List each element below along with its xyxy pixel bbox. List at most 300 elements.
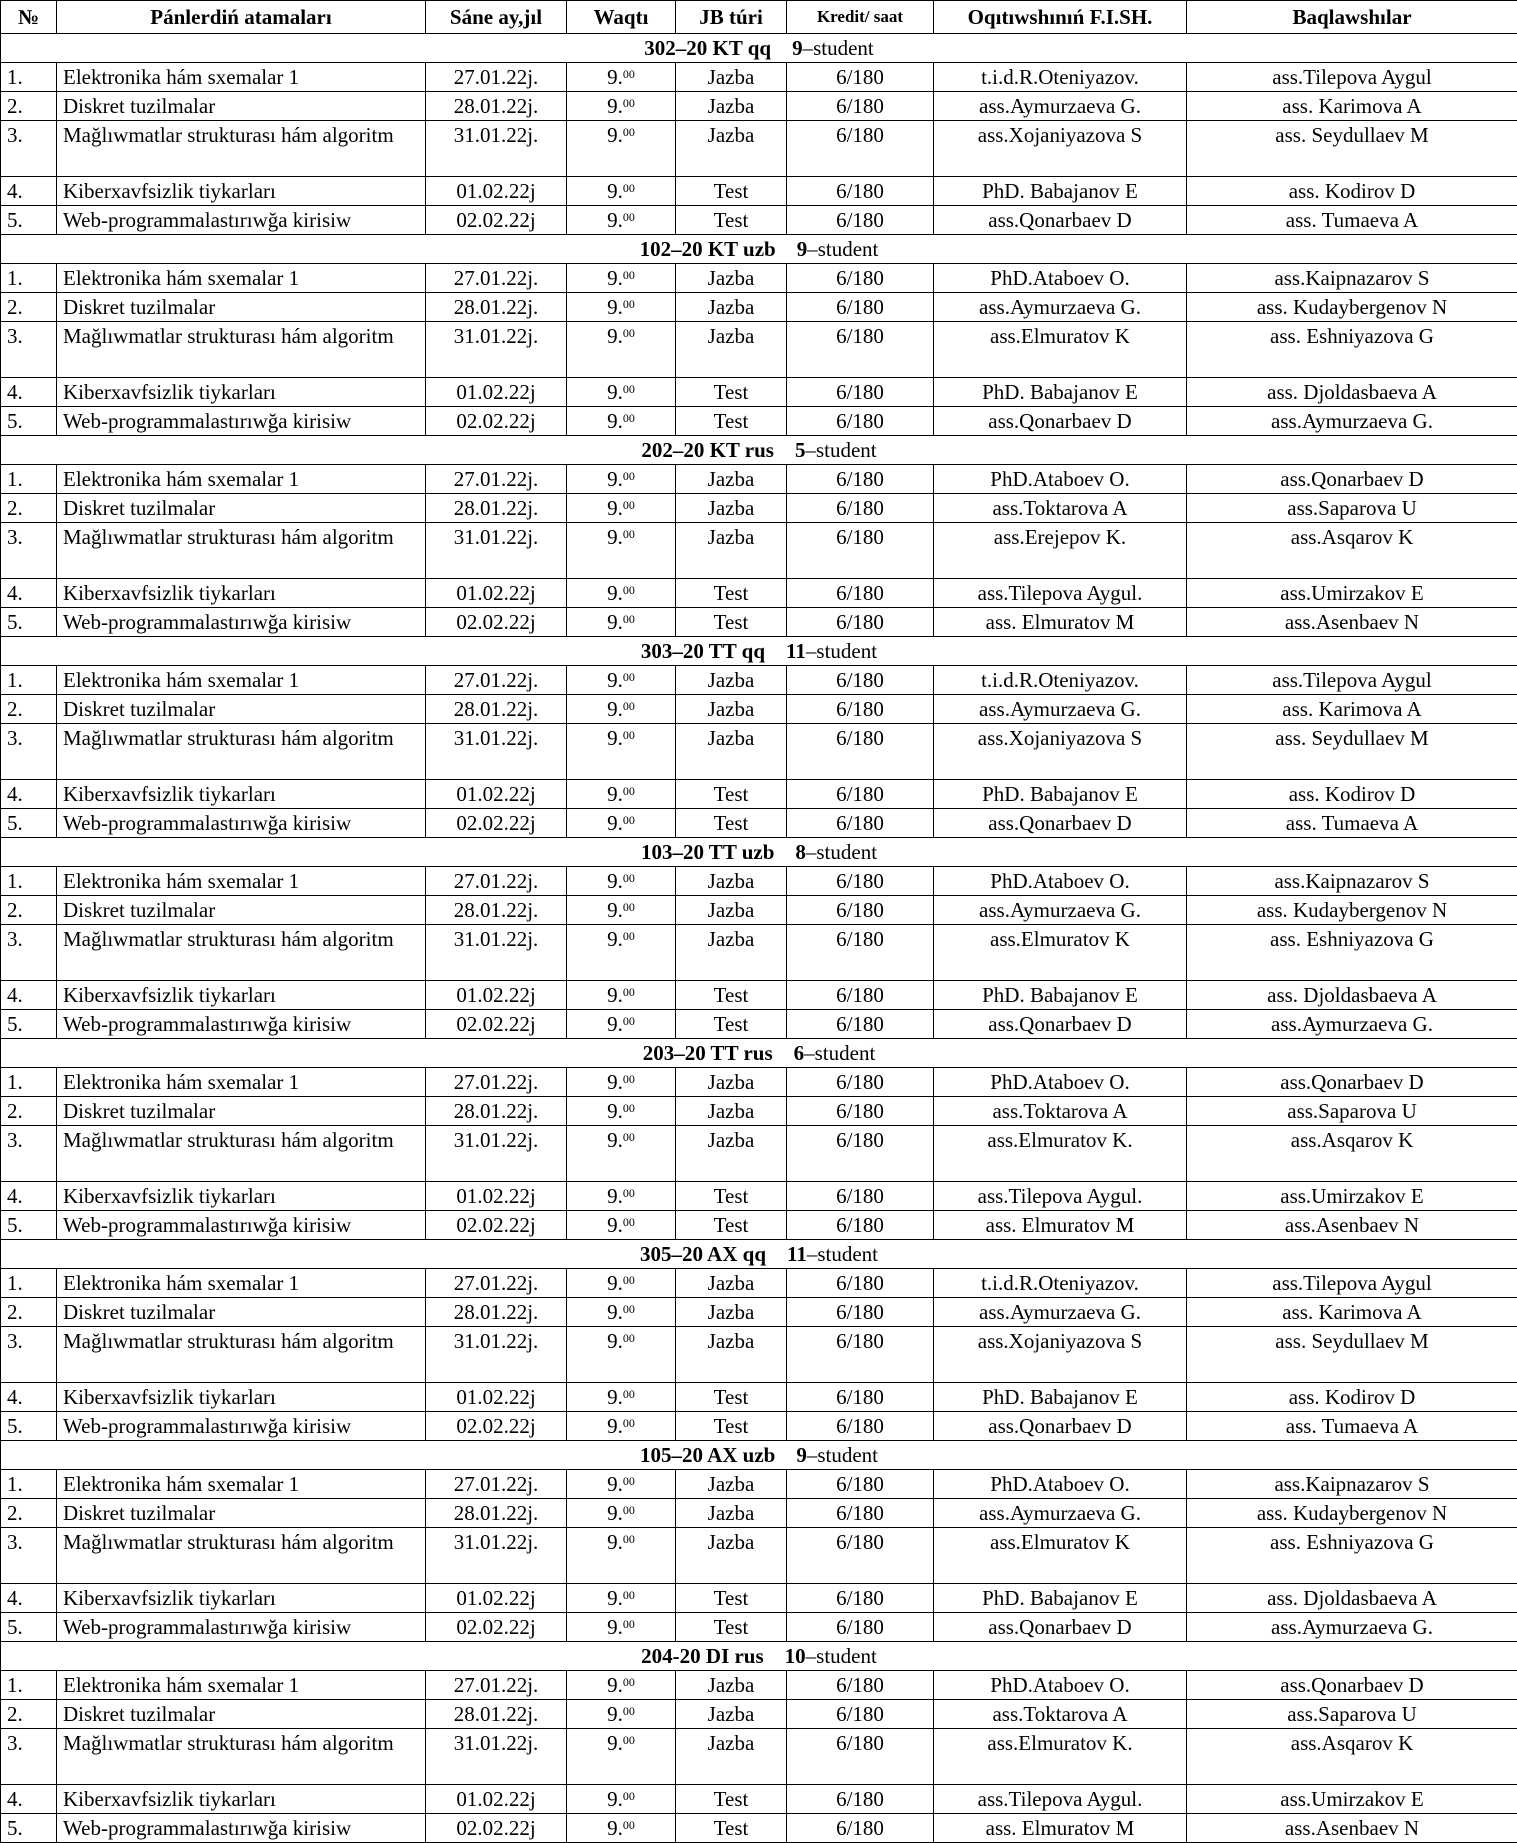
exam-time (567, 264, 676, 293)
row-number: 3. (1, 523, 57, 579)
exam-time-minutes: 00 (623, 1503, 635, 1517)
row-number: 5. (1, 1010, 57, 1039)
credit-hours: 6/180 (787, 322, 934, 378)
teacher-name: ass. Elmuratov M (934, 608, 1187, 637)
table-row (1, 896, 1517, 925)
row-number: 2. (1, 494, 57, 523)
group-student-count: 9 (797, 237, 808, 261)
credit-hours: 6/180 (787, 1327, 934, 1383)
assistant-name: ass.Asenbaev N (1187, 608, 1517, 637)
exam-time (567, 1126, 676, 1182)
exam-time-hour: 9. (607, 496, 623, 520)
exam-type: Jazba (676, 724, 787, 780)
exam-date: 02.02.22j (426, 608, 567, 637)
exam-time-hour: 9. (607, 295, 623, 319)
table-row (1, 925, 1517, 981)
teacher-name: ass.Aymurzaeva G. (934, 293, 1187, 322)
teacher-name: ass.Qonarbaev D (934, 1412, 1187, 1441)
subject-name: Elektronika hám sxemalar 1 (57, 465, 426, 494)
subject-name: Kiberxavfsizlik tiykarları (57, 780, 426, 809)
group-name: 302–20 KT qq (644, 36, 771, 60)
exam-time (567, 1700, 676, 1729)
exam-type: Test (676, 1010, 787, 1039)
exam-type: Test (676, 780, 787, 809)
subject-name: Elektronika hám sxemalar 1 (57, 264, 426, 293)
group-header-row (1, 1039, 1517, 1068)
subject-name: Mağlıwmatlar strukturası hám algoritm (57, 1126, 426, 1182)
assistant-name: ass.Aymurzaeva G. (1187, 1613, 1517, 1642)
assistant-name: ass. Eshniyazova G (1187, 1528, 1517, 1584)
group-name: 204-20 DI rus (641, 1644, 764, 1668)
table-row (1, 523, 1517, 579)
exam-date: 27.01.22j. (426, 1068, 567, 1097)
row-number: 4. (1, 1785, 57, 1814)
header-time: Waqtı (567, 1, 676, 34)
credit-hours: 6/180 (787, 1211, 934, 1240)
group-name: 202–20 KT rus (641, 438, 774, 462)
exam-time-hour: 9. (607, 1673, 623, 1697)
assistant-name: ass. Djoldasbaeva A (1187, 1584, 1517, 1613)
teacher-name: ass. Elmuratov M (934, 1814, 1187, 1843)
exam-type: Test (676, 1785, 787, 1814)
row-number: 3. (1, 1729, 57, 1785)
row-number: 1. (1, 666, 57, 695)
exam-time (567, 867, 676, 896)
exam-time-minutes: 00 (623, 1186, 635, 1200)
exam-time (567, 322, 676, 378)
group-name: 203–20 TT rus (643, 1041, 773, 1065)
exam-time-hour: 9. (607, 1184, 623, 1208)
exam-date: 02.02.22j (426, 206, 567, 235)
credit-hours: 6/180 (787, 1097, 934, 1126)
row-number: 4. (1, 579, 57, 608)
table-row (1, 1470, 1517, 1499)
exam-time-minutes: 00 (623, 1387, 635, 1401)
exam-type: Test (676, 177, 787, 206)
row-number: 5. (1, 1613, 57, 1642)
table-row (1, 724, 1517, 780)
assistant-name: ass. Seydullaev M (1187, 121, 1517, 177)
exam-time-hour: 9. (607, 1702, 623, 1726)
teacher-name: ass.Qonarbaev D (934, 1010, 1187, 1039)
row-number: 3. (1, 1126, 57, 1182)
teacher-name: ass.Tilepova Aygul. (934, 579, 1187, 608)
subject-name: Elektronika hám sxemalar 1 (57, 63, 426, 92)
exam-date: 01.02.22j (426, 579, 567, 608)
header-date: Sáne ay,jıl (426, 1, 567, 34)
exam-type: Jazba (676, 867, 787, 896)
teacher-name: ass.Aymurzaeva G. (934, 695, 1187, 724)
credit-hours: 6/180 (787, 1814, 934, 1843)
exam-date: 31.01.22j. (426, 1528, 567, 1584)
credit-hours: 6/180 (787, 780, 934, 809)
credit-hours: 6/180 (787, 1068, 934, 1097)
exam-type: Test (676, 206, 787, 235)
exam-time-hour: 9. (607, 1731, 623, 1755)
teacher-name: PhD. Babajanov E (934, 981, 1187, 1010)
table-row (1, 608, 1517, 637)
exam-time-minutes: 00 (623, 1588, 635, 1602)
exam-type: Test (676, 1182, 787, 1211)
exam-time (567, 92, 676, 121)
subject-name: Diskret tuzilmalar (57, 92, 426, 121)
exam-date: 31.01.22j. (426, 322, 567, 378)
row-number: 5. (1, 407, 57, 436)
credit-hours: 6/180 (787, 1470, 934, 1499)
exam-date: 01.02.22j (426, 1584, 567, 1613)
group-student-count: 5 (795, 438, 806, 462)
assistant-name: ass. Eshniyazova G (1187, 925, 1517, 981)
assistant-name: ass.Umirzakov E (1187, 579, 1517, 608)
exam-time-hour: 9. (607, 1070, 623, 1094)
subject-name: Elektronika hám sxemalar 1 (57, 1671, 426, 1700)
exam-date: 27.01.22j. (426, 666, 567, 695)
assistant-name: ass. Kodirov D (1187, 780, 1517, 809)
exam-time (567, 1470, 676, 1499)
exam-time-hour: 9. (607, 1099, 623, 1123)
exam-date: 27.01.22j. (426, 1269, 567, 1298)
exam-time (567, 1785, 676, 1814)
subject-name: Kiberxavfsizlik tiykarları (57, 1383, 426, 1412)
exam-type: Jazba (676, 1298, 787, 1327)
group-student-count: 11 (786, 639, 806, 663)
row-number: 1. (1, 1671, 57, 1700)
group-name: 102–20 KT uzb (640, 237, 776, 261)
exam-time-minutes: 00 (623, 1617, 635, 1631)
table-row (1, 1412, 1517, 1441)
exam-type: Jazba (676, 465, 787, 494)
exam-date: 27.01.22j. (426, 63, 567, 92)
exam-time-minutes: 00 (623, 125, 635, 139)
teacher-name: ass.Xojaniyazova S (934, 121, 1187, 177)
exam-date: 28.01.22j. (426, 92, 567, 121)
exam-time-minutes: 00 (623, 382, 635, 396)
subject-name: Mağlıwmatlar strukturası hám algoritm (57, 1327, 426, 1383)
group-header-cell (1, 637, 1517, 666)
credit-hours: 6/180 (787, 608, 934, 637)
assistant-name: ass.Saparova U (1187, 1097, 1517, 1126)
group-header-row (1, 637, 1517, 666)
row-number: 3. (1, 322, 57, 378)
exam-date: 27.01.22j. (426, 867, 567, 896)
subject-name: Web-programmalastırıwğa kirisiw (57, 206, 426, 235)
teacher-name: PhD.Ataboev O. (934, 264, 1187, 293)
subject-name: Web-programmalastırıwğa kirisiw (57, 1814, 426, 1843)
assistant-name: ass.Aymurzaeva G. (1187, 1010, 1517, 1039)
teacher-name: PhD. Babajanov E (934, 1383, 1187, 1412)
teacher-name: PhD.Ataboev O. (934, 1470, 1187, 1499)
assistant-name: ass. Karimova A (1187, 92, 1517, 121)
exam-date: 01.02.22j (426, 981, 567, 1010)
group-header-row (1, 235, 1517, 264)
exam-time (567, 206, 676, 235)
group-header-cell (1, 436, 1517, 465)
credit-hours: 6/180 (787, 378, 934, 407)
exam-time-hour: 9. (607, 1385, 623, 1409)
exam-time-minutes: 00 (623, 985, 635, 999)
credit-hours: 6/180 (787, 867, 934, 896)
row-number: 1. (1, 1068, 57, 1097)
exam-date: 31.01.22j. (426, 1729, 567, 1785)
subject-name: Mağlıwmatlar strukturası hám algoritm (57, 322, 426, 378)
group-student-count: 6 (794, 1041, 805, 1065)
exam-type: Test (676, 1383, 787, 1412)
teacher-name: PhD.Ataboev O. (934, 1671, 1187, 1700)
exam-time-minutes: 00 (623, 1273, 635, 1287)
exam-time-minutes: 00 (623, 96, 635, 110)
exam-time-hour: 9. (607, 1012, 623, 1036)
exam-time-hour: 9. (607, 94, 623, 118)
exam-type: Jazba (676, 666, 787, 695)
table-row (1, 1584, 1517, 1613)
exam-date: 02.02.22j (426, 1412, 567, 1441)
exam-time (567, 579, 676, 608)
table-row (1, 1814, 1517, 1843)
table-row (1, 981, 1517, 1010)
exam-date: 28.01.22j. (426, 1499, 567, 1528)
exam-time-hour: 9. (607, 1586, 623, 1610)
exam-time-hour: 9. (607, 409, 623, 433)
row-number: 4. (1, 981, 57, 1010)
table-row (1, 378, 1517, 407)
exam-time (567, 523, 676, 579)
teacher-name: t.i.d.R.Oteniyazov. (934, 1269, 1187, 1298)
row-number: 4. (1, 1182, 57, 1211)
exam-time-hour: 9. (607, 1300, 623, 1324)
teacher-name: ass.Elmuratov K (934, 925, 1187, 981)
teacher-name: t.i.d.R.Oteniyazov. (934, 666, 1187, 695)
group-header-cell (1, 1240, 1517, 1269)
exam-time-hour: 9. (607, 1213, 623, 1237)
exam-time-hour: 9. (607, 65, 623, 89)
exam-time (567, 177, 676, 206)
row-number: 5. (1, 1211, 57, 1240)
exam-type: Jazba (676, 896, 787, 925)
group-header-row (1, 838, 1517, 867)
subject-name: Web-programmalastırıwğa kirisiw (57, 1412, 426, 1441)
table-row (1, 1097, 1517, 1126)
exam-time-hour: 9. (607, 1414, 623, 1438)
teacher-name: ass.Toktarova A (934, 1700, 1187, 1729)
exam-time-hour: 9. (607, 324, 623, 348)
table-row (1, 322, 1517, 378)
teacher-name: ass.Tilepova Aygul. (934, 1785, 1187, 1814)
exam-type: Jazba (676, 1729, 787, 1785)
exam-time-minutes: 00 (623, 297, 635, 311)
exam-time-hour: 9. (607, 467, 623, 491)
exam-time (567, 925, 676, 981)
teacher-name: ass.Elmuratov K (934, 1528, 1187, 1584)
exam-time-hour: 9. (607, 525, 623, 549)
table-row (1, 1383, 1517, 1412)
teacher-name: ass.Erejepov K. (934, 523, 1187, 579)
exam-type: Jazba (676, 1327, 787, 1383)
row-number: 4. (1, 1383, 57, 1412)
exam-type: Jazba (676, 1528, 787, 1584)
exam-date: 28.01.22j. (426, 494, 567, 523)
exam-time-minutes: 00 (623, 1130, 635, 1144)
subject-name: Mağlıwmatlar strukturası hám algoritm (57, 1528, 426, 1584)
teacher-name: ass.Qonarbaev D (934, 809, 1187, 838)
exam-date: 31.01.22j. (426, 523, 567, 579)
exam-type: Jazba (676, 63, 787, 92)
exam-date: 01.02.22j (426, 1785, 567, 1814)
table-row (1, 1182, 1517, 1211)
exam-time-minutes: 00 (623, 181, 635, 195)
credit-hours: 6/180 (787, 293, 934, 322)
exam-time (567, 293, 676, 322)
teacher-name: ass.Aymurzaeva G. (934, 92, 1187, 121)
table-row (1, 695, 1517, 724)
assistant-name: ass.Qonarbaev D (1187, 1068, 1517, 1097)
credit-hours: 6/180 (787, 494, 934, 523)
credit-hours: 6/180 (787, 177, 934, 206)
exam-time-hour: 9. (607, 1615, 623, 1639)
credit-hours: 6/180 (787, 1729, 934, 1785)
assistant-name: ass.Asqarov K (1187, 1729, 1517, 1785)
exam-time-minutes: 00 (623, 612, 635, 626)
exam-type: Test (676, 809, 787, 838)
credit-hours: 6/180 (787, 264, 934, 293)
exam-time (567, 121, 676, 177)
table-row (1, 1298, 1517, 1327)
exam-date: 28.01.22j. (426, 1700, 567, 1729)
exam-date: 01.02.22j (426, 1383, 567, 1412)
exam-time-minutes: 00 (623, 784, 635, 798)
assistant-name: ass. Djoldasbaeva A (1187, 981, 1517, 1010)
exam-time (567, 1671, 676, 1700)
row-number: 3. (1, 121, 57, 177)
teacher-name: ass.Aymurzaeva G. (934, 896, 1187, 925)
assistant-name: ass. Tumaeva A (1187, 1412, 1517, 1441)
exam-time (567, 63, 676, 92)
group-header-row (1, 436, 1517, 465)
exam-time-minutes: 00 (623, 67, 635, 81)
exam-type: Test (676, 1814, 787, 1843)
table-row (1, 1528, 1517, 1584)
exam-time-minutes: 00 (623, 527, 635, 541)
row-number: 5. (1, 1814, 57, 1843)
assistant-name: ass. Kudaybergenov N (1187, 1499, 1517, 1528)
exam-time-minutes: 00 (623, 900, 635, 914)
subject-name: Diskret tuzilmalar (57, 293, 426, 322)
credit-hours: 6/180 (787, 1383, 934, 1412)
group-header-cell (1, 34, 1517, 63)
exam-time-minutes: 00 (623, 1789, 635, 1803)
group-header-row (1, 1441, 1517, 1470)
subject-name: Elektronika hám sxemalar 1 (57, 1269, 426, 1298)
group-student-suffix: –student (807, 1443, 878, 1467)
group-student-suffix: –student (805, 438, 876, 462)
group-student-suffix: –student (803, 36, 874, 60)
subject-name: Kiberxavfsizlik tiykarları (57, 1785, 426, 1814)
teacher-name: ass.Elmuratov K (934, 322, 1187, 378)
subject-name: Diskret tuzilmalar (57, 896, 426, 925)
exam-time-hour: 9. (607, 898, 623, 922)
exam-time (567, 1613, 676, 1642)
teacher-name: ass.Xojaniyazova S (934, 1327, 1187, 1383)
subject-name: Mağlıwmatlar strukturası hám algoritm (57, 925, 426, 981)
exam-time-hour: 9. (607, 1472, 623, 1496)
assistant-name: ass.Saparova U (1187, 1700, 1517, 1729)
row-number: 5. (1, 1412, 57, 1441)
exam-time (567, 1412, 676, 1441)
row-number: 1. (1, 465, 57, 494)
exam-time-minutes: 00 (623, 1733, 635, 1747)
exam-time-minutes: 00 (623, 871, 635, 885)
schedule-body (1, 34, 1517, 1843)
exam-time-hour: 9. (607, 610, 623, 634)
subject-name: Kiberxavfsizlik tiykarları (57, 981, 426, 1010)
row-number: 2. (1, 695, 57, 724)
table-row (1, 666, 1517, 695)
assistant-name: ass.Tilepova Aygul (1187, 1269, 1517, 1298)
exam-time (567, 780, 676, 809)
exam-date: 27.01.22j. (426, 1470, 567, 1499)
subject-name: Diskret tuzilmalar (57, 1700, 426, 1729)
row-number: 2. (1, 293, 57, 322)
subject-name: Kiberxavfsizlik tiykarları (57, 378, 426, 407)
assistant-name: ass. Eshniyazova G (1187, 322, 1517, 378)
credit-hours: 6/180 (787, 206, 934, 235)
exam-time-hour: 9. (607, 1787, 623, 1811)
assistant-name: ass. Tumaeva A (1187, 809, 1517, 838)
exam-time (567, 981, 676, 1010)
assistant-name: ass.Tilepova Aygul (1187, 63, 1517, 92)
exam-time (567, 494, 676, 523)
exam-date: 31.01.22j. (426, 724, 567, 780)
exam-time-hour: 9. (607, 1329, 623, 1353)
table-row (1, 264, 1517, 293)
subject-name: Diskret tuzilmalar (57, 494, 426, 523)
row-number: 2. (1, 896, 57, 925)
credit-hours: 6/180 (787, 981, 934, 1010)
exam-type: Jazba (676, 1126, 787, 1182)
table-row (1, 494, 1517, 523)
group-header-cell (1, 838, 1517, 867)
exam-time (567, 666, 676, 695)
exam-date: 28.01.22j. (426, 1298, 567, 1327)
subject-name: Elektronika hám sxemalar 1 (57, 1068, 426, 1097)
exam-time (567, 1068, 676, 1097)
exam-date: 31.01.22j. (426, 1327, 567, 1383)
exam-type: Test (676, 981, 787, 1010)
exam-time (567, 378, 676, 407)
subject-name: Web-programmalastırıwğa kirisiw (57, 809, 426, 838)
exam-time-hour: 9. (607, 811, 623, 835)
row-number: 1. (1, 1470, 57, 1499)
exam-time-minutes: 00 (623, 1072, 635, 1086)
exam-time-hour: 9. (607, 266, 623, 290)
exam-date: 01.02.22j (426, 780, 567, 809)
table-row (1, 1700, 1517, 1729)
table-row (1, 1729, 1517, 1785)
exam-time-minutes: 00 (623, 1215, 635, 1229)
credit-hours: 6/180 (787, 1269, 934, 1298)
exam-date: 28.01.22j. (426, 1097, 567, 1126)
teacher-name: PhD. Babajanov E (934, 378, 1187, 407)
exam-time-minutes: 00 (623, 268, 635, 282)
exam-time-minutes: 00 (623, 728, 635, 742)
assistant-name: ass. Tumaeva A (1187, 206, 1517, 235)
credit-hours: 6/180 (787, 121, 934, 177)
subject-name: Diskret tuzilmalar (57, 1097, 426, 1126)
group-student-suffix: –student (806, 840, 877, 864)
exam-date: 27.01.22j. (426, 264, 567, 293)
exam-time-minutes: 00 (623, 498, 635, 512)
assistant-name: ass. Djoldasbaeva A (1187, 378, 1517, 407)
exam-time-hour: 9. (607, 1501, 623, 1525)
